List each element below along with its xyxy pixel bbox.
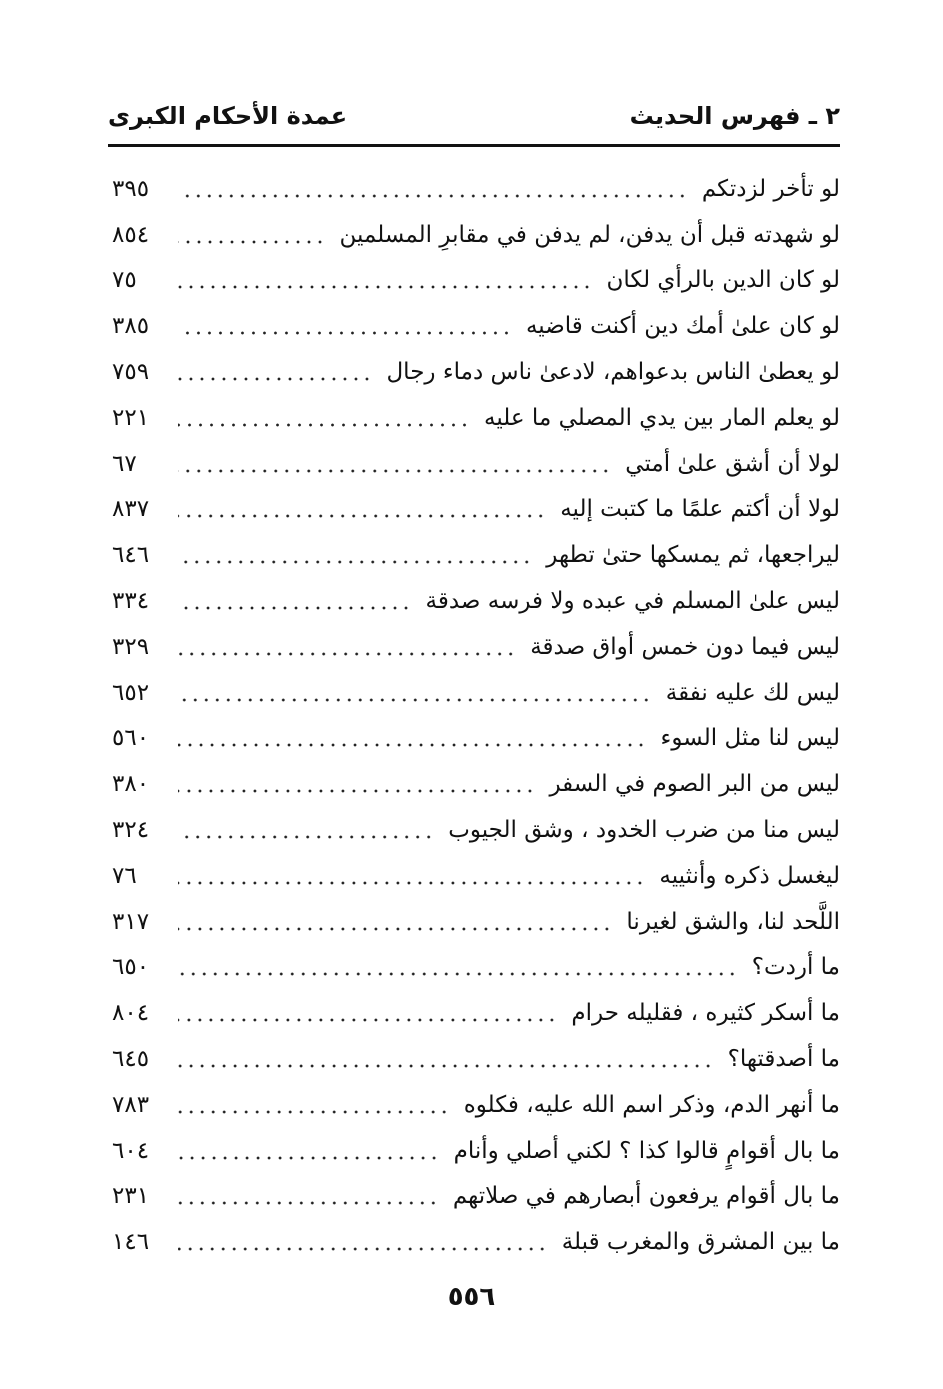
- index-entry: [112, 945, 840, 991]
- dot-leader: [178, 512, 546, 520]
- index-entry: [112, 487, 840, 533]
- index-entry: [112, 258, 840, 304]
- hadith-text: لو كان علىٰ أمك دين أكنت قاضيه: [525, 313, 840, 340]
- hadith-text: ليس علىٰ المسلم في عبده ولا فرسه صدقة: [425, 588, 840, 615]
- index-entry: [112, 441, 840, 487]
- index-entry: [112, 761, 840, 807]
- hadith-page-ref: ٦٥٠: [112, 954, 150, 981]
- hadith-page-ref: ٧٥٩: [112, 359, 150, 386]
- hadith-text: لو يعطىٰ الناس بدعواهم، لادعىٰ ناس دماء رجال: [386, 359, 840, 386]
- index-entry: [112, 670, 840, 716]
- hadith-text: ما بين المشرق والمغرب قبلة: [561, 1229, 840, 1256]
- hadith-text: ما أنهر الدم، وذكر اسم الله عليه، فكلوه: [463, 1091, 840, 1118]
- index-entry: [112, 1036, 840, 1082]
- hadith-text: ليس منا من ضرب الخدود ، وشق الجيوب: [448, 817, 840, 844]
- index-entry: [112, 532, 840, 578]
- hadith-text: لولا أن أشق علىٰ أمتي: [625, 450, 840, 477]
- dot-leader: [178, 421, 470, 429]
- dot-leader: [178, 1154, 440, 1162]
- hadith-page-ref: ٣٨٥: [112, 313, 150, 340]
- index-entry: [112, 212, 840, 258]
- index-entry: [112, 1082, 840, 1128]
- hadith-text: ليس فيما دون خمس أواق صدقة: [530, 633, 840, 660]
- dot-leader: [178, 1016, 557, 1024]
- header-divider: [108, 144, 840, 147]
- dot-leader: [178, 238, 326, 246]
- hadith-text: لولا أن أكتم علمًا ما كتبت إليه: [560, 496, 840, 523]
- hadith-text: ما بال أقوامٍ قالوا كذا ؟ لكني أصلي وأنام: [453, 1137, 840, 1164]
- hadith-page-ref: ١٤٦: [112, 1229, 150, 1256]
- dot-leader: [178, 329, 512, 337]
- dot-leader: [178, 192, 688, 200]
- dot-leader: [178, 1245, 548, 1253]
- hadith-page-ref: ٢٢١: [112, 404, 150, 431]
- hadith-text: ليس لك عليه نفقة: [665, 679, 840, 706]
- hadith-text: لو شهدته قبل أن يدفن، لم يدفن في مقابرِ المسلمين: [339, 221, 840, 248]
- hadith-page-ref: ٧٥: [112, 267, 137, 294]
- hadith-page-ref: ٧٦: [112, 862, 137, 889]
- hadith-page-ref: ٣١٧: [112, 908, 150, 935]
- page-number: ٥٥٦: [447, 1282, 496, 1312]
- running-header: [108, 96, 840, 142]
- dot-leader: [178, 970, 738, 978]
- hadith-text: ليس لنا مثل السوء: [660, 725, 840, 752]
- hadith-page-ref: ٦٧: [112, 450, 137, 477]
- dot-leader: [178, 787, 535, 795]
- dot-leader: [178, 604, 412, 612]
- hadith-text: ما بال أقوام يرفعون أبصارهم في صلاتهم: [452, 1183, 840, 1210]
- dot-leader: [178, 283, 593, 291]
- dot-leader: [178, 833, 434, 841]
- hadith-text: ما أسكر كثيره ، فقليله حرام: [571, 1000, 840, 1027]
- hadith-text: ليراجعها، ثم يمسكها حتىٰ تطهر: [546, 542, 840, 569]
- hadith-page-ref: ٣٢٤: [112, 817, 150, 844]
- index-entry: [112, 166, 840, 212]
- hadith-text: ما أردت؟: [751, 954, 840, 981]
- hadith-page-ref: ٣٣٤: [112, 588, 150, 615]
- dot-leader: [178, 558, 532, 566]
- dot-leader: [178, 741, 647, 749]
- hadith-page-ref: ٦٤٥: [112, 1046, 150, 1073]
- hadith-page-ref: ٨٠٤: [112, 1000, 150, 1027]
- dot-leader: [178, 696, 652, 704]
- hadith-text: ليس من البر الصوم في السفر: [549, 771, 840, 798]
- hadith-text: ما أصدقتها؟: [727, 1046, 840, 1073]
- dot-leader: [178, 375, 372, 383]
- hadith-page-ref: ٦٠٤: [112, 1137, 150, 1164]
- dot-leader: [178, 650, 516, 658]
- index-entry: [112, 303, 840, 349]
- hadith-page-ref: ٦٤٦: [112, 542, 150, 569]
- hadith-text: لو يعلم المار بين يدي المصلي ما عليه: [484, 404, 840, 431]
- hadith-page-ref: ٣٩٥: [112, 175, 150, 202]
- hadith-page-ref: ٣٢٩: [112, 633, 150, 660]
- index-entry: [112, 578, 840, 624]
- section-title: ٢ ـ فهرس الحديث: [629, 102, 840, 130]
- dot-leader: [178, 467, 611, 475]
- index-entry: [112, 716, 840, 762]
- index-entry: [112, 807, 840, 853]
- hadith-text: لو كان الدين بالرأي لكان: [606, 267, 840, 294]
- dot-leader: [178, 1108, 450, 1116]
- index-entry: [112, 624, 840, 670]
- hadith-page-ref: ٦٥٢: [112, 679, 150, 706]
- dot-leader: [178, 1199, 439, 1207]
- hadith-page-ref: ٨٥٤: [112, 221, 150, 248]
- hadith-text: لو تأخر لزدتكم: [701, 175, 840, 202]
- dot-leader: [178, 925, 612, 933]
- index-entry: [112, 395, 840, 441]
- dot-leader: [178, 1062, 714, 1070]
- index-entry: [112, 853, 840, 899]
- hadith-page-ref: ٥٦٠: [112, 725, 150, 752]
- hadith-page-ref: ٨٣٧: [112, 496, 150, 523]
- hadith-index-list: [112, 166, 840, 1265]
- index-entry: [112, 1219, 840, 1265]
- hadith-text: اللَّحد لنا، والشق لغيرنا: [626, 908, 840, 935]
- hadith-page-ref: ٧٨٣: [112, 1091, 150, 1118]
- hadith-page-ref: ٣٨٠: [112, 771, 150, 798]
- index-entry: [112, 1128, 840, 1174]
- hadith-text: ليغسل ذكره وأنثييه: [659, 862, 840, 889]
- index-entry: [112, 899, 840, 945]
- index-entry: [112, 349, 840, 395]
- hadith-page-ref: ٢٣١: [112, 1183, 150, 1210]
- index-entry: [112, 1174, 840, 1220]
- dot-leader: [178, 879, 645, 887]
- book-title: عمدة الأحكام الكبرى: [108, 102, 348, 130]
- index-entry: [112, 990, 840, 1036]
